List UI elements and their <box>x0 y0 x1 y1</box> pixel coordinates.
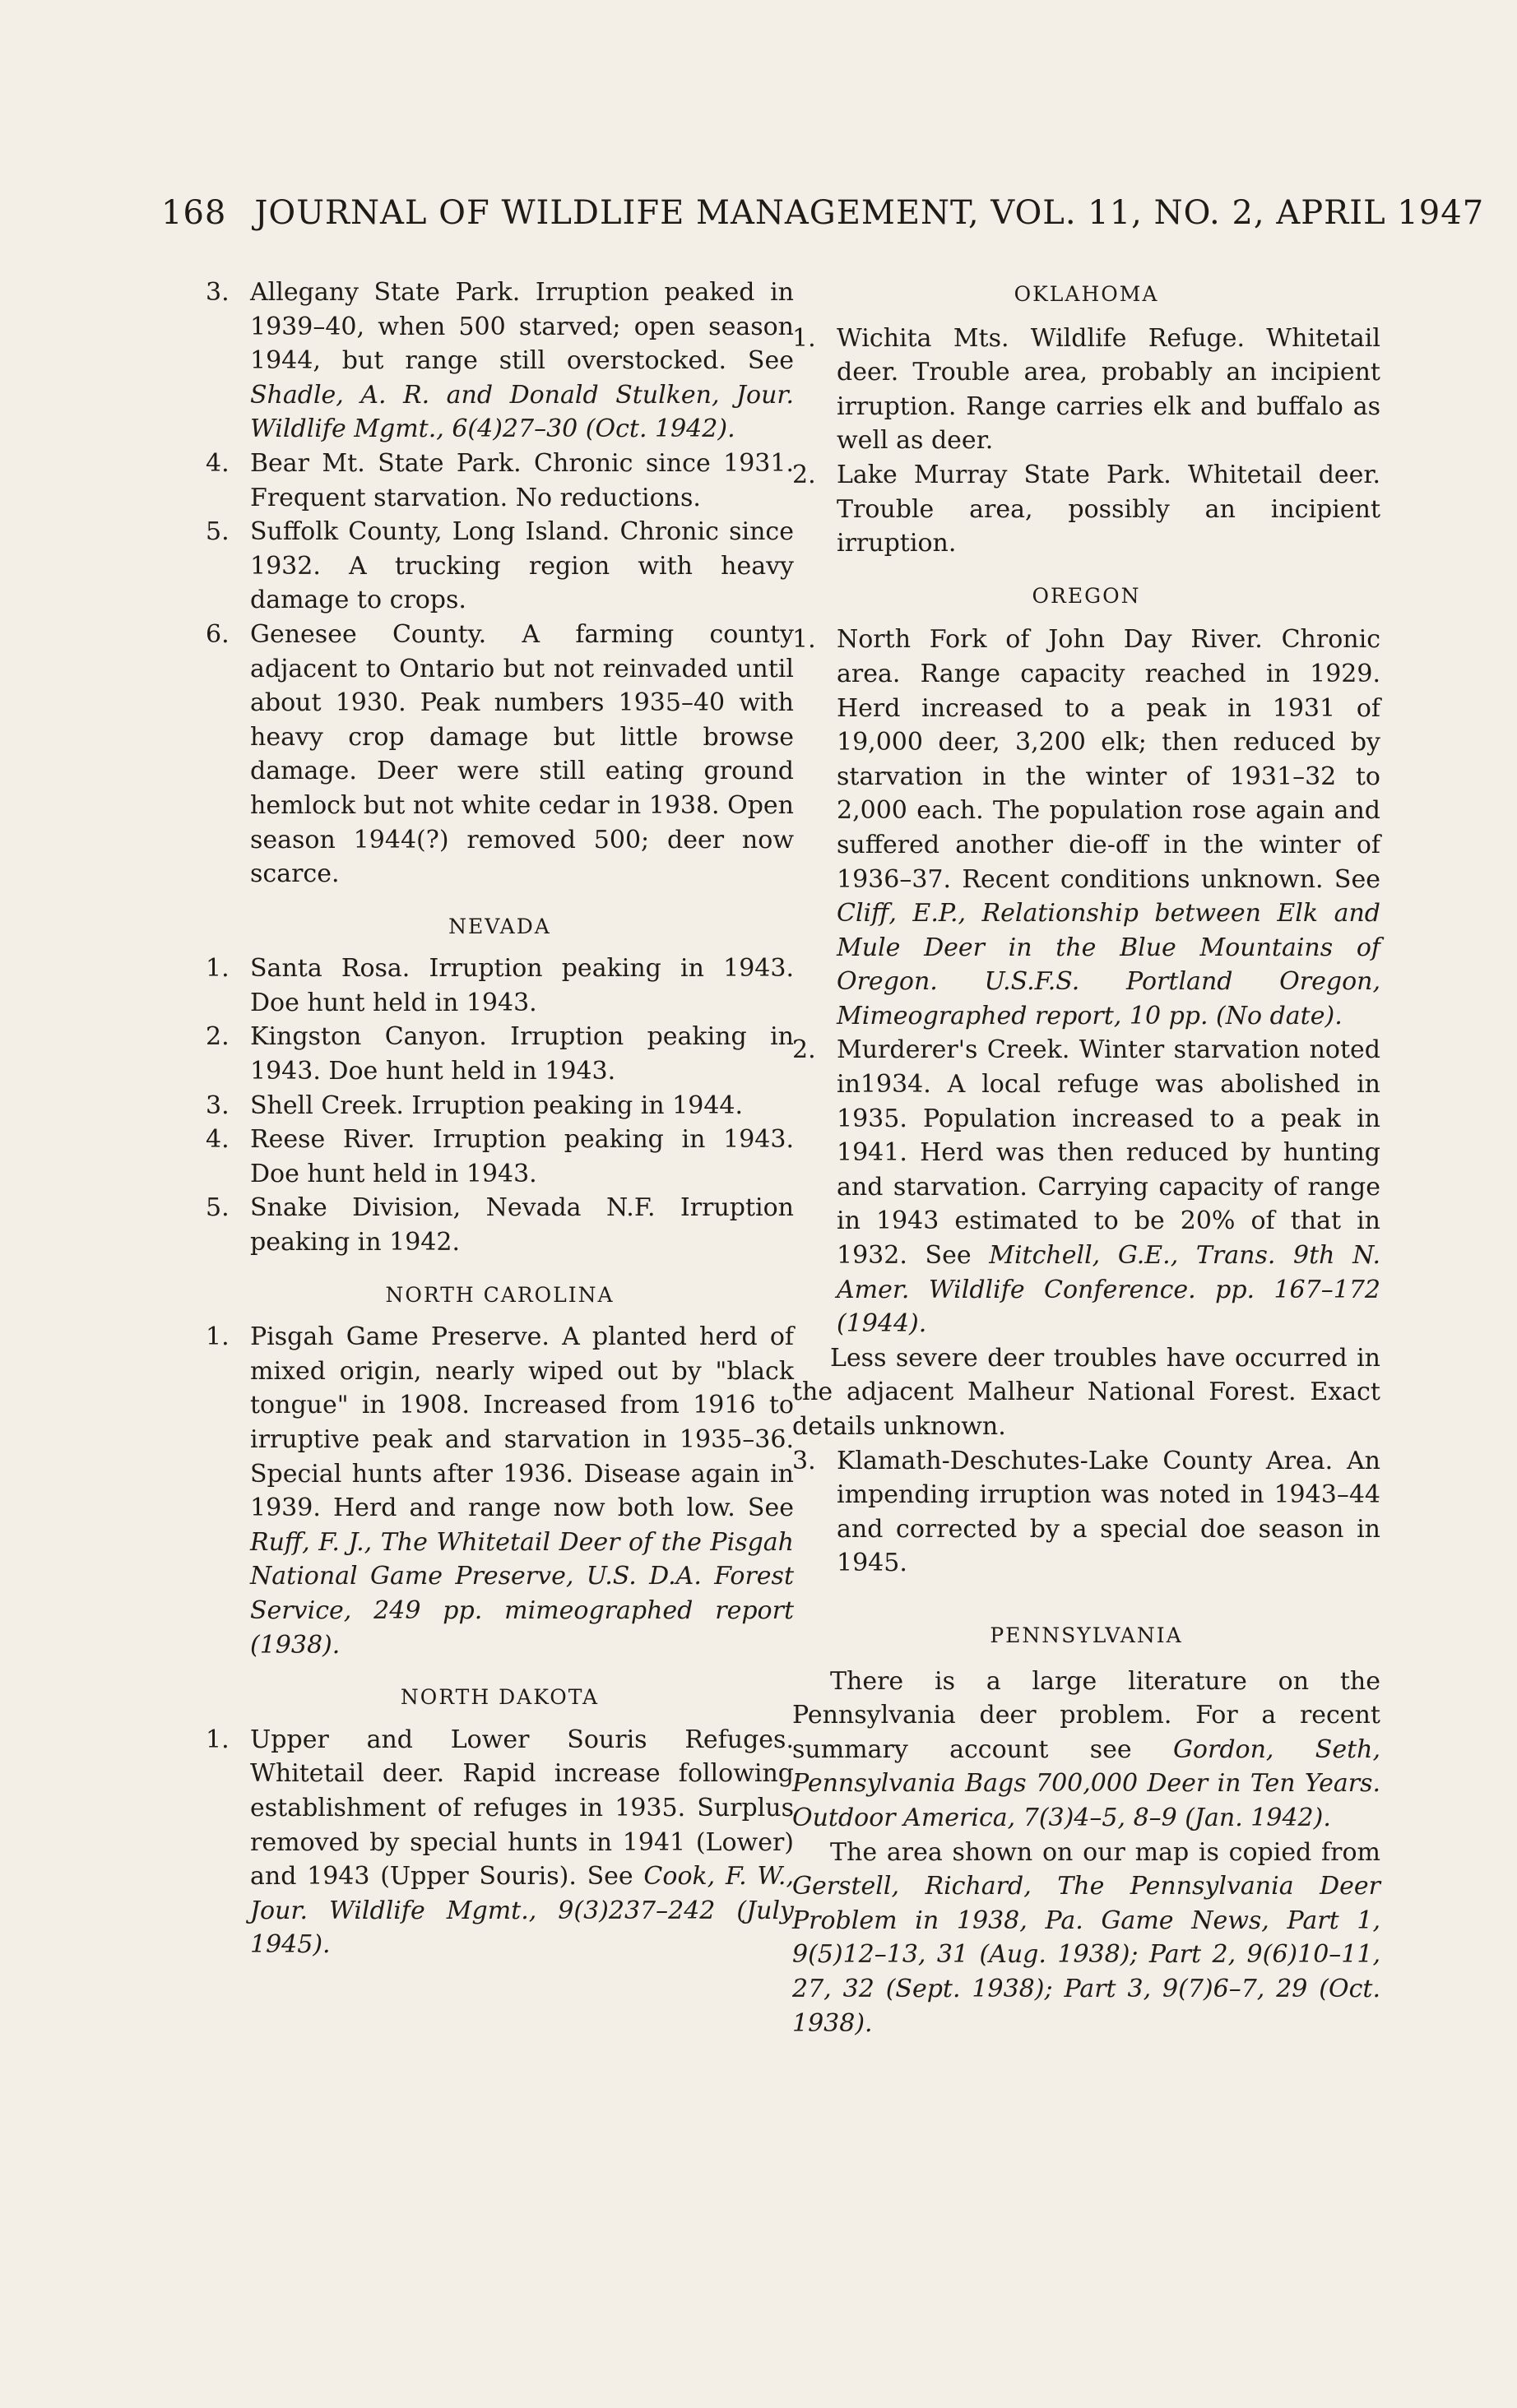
list-item <box>206 618 794 891</box>
item-text: Upper and Lower Souris Refuges. Whitetail deer. Rapid increase following establishment of refuges in 1935. Surplus removed by special hunts in 1941 (Lower) and 1943 (Upper Souris). See <box>250 1725 794 1892</box>
list-item <box>792 623 1380 1033</box>
journal-title: JOURNAL OF WILDLIFE MANAGEMENT, VOL. 11, NO. 2, APRIL 1947 <box>254 194 1485 232</box>
section-title-north-carolina: NORTH CAROLINA <box>385 1282 615 1307</box>
paragraph-citation: Gordon, Seth, Pennsylvania Bags 700,000 Deer in Ten Years. Outdoor America, 7(3)4–5, 8–9 (Jan. 1942). <box>792 1734 1380 1832</box>
item-number: 2. <box>206 1022 230 1052</box>
item-text: Lake Murray State Park. Whitetail deer. Trouble area, possibly an incipient irruption. <box>837 460 1380 558</box>
list-item <box>792 1444 1380 1581</box>
item-text: Allegany State Park. Irruption peaked in 1939–40, when 500 starved; open season 1944, but range still overstocked. See <box>250 278 794 376</box>
list-item <box>206 1320 794 1662</box>
item-number: 1. <box>792 625 816 655</box>
item-number: 2. <box>792 1035 816 1065</box>
item-number: 2. <box>792 460 816 489</box>
item-text: Murderer's Creek. Winter starvation noted in1934. A local refuge was abolished in 1935. Population increased to a peak in 1941. Herd was then reduced by hunting and starvation. Carrying capacity of range in 1943 estimated to be 20% of that in 1932. See <box>837 1035 1380 1271</box>
item-number: 1. <box>792 323 816 353</box>
list-item <box>206 1089 794 1123</box>
item-citation: Cliff, E.P., Relationship between Elk and Mule Deer in the Blue Mountains of Oregon. U.S.F.S. Portland Oregon, Mimeographed report, 10 pp. (No date). <box>837 899 1380 1030</box>
list-item <box>206 1723 794 1962</box>
item-text: Snake Division, Nevada N.F. Irruption peaking in 1942. <box>250 1193 794 1257</box>
list-item <box>206 952 794 1020</box>
oregon-note: Less severe deer troubles have occurred in the adjacent Malheur National Forest. Exact details unknown. <box>792 1343 1380 1441</box>
item-text: Klamath-Deschutes-Lake County Area. An impending irruption was noted in 1943–44 and corrected by a special doe season in 1945. <box>837 1446 1380 1578</box>
item-number: 4. <box>206 448 230 478</box>
list-item <box>792 458 1380 561</box>
list-item <box>206 276 794 447</box>
item-text: Wichita Mts. Wildlife Refuge. Whitetail deer. Trouble area, probably an incipient irruption. Range carries elk and buffalo as well as deer. <box>837 323 1380 456</box>
item-citation: Mitchell, G.E., Trans. 9th N. Amer. Wildlife Conference. pp. 167–172 (1944). <box>837 1241 1381 1339</box>
item-text: Genesee County. A farming county adjacent to Ontario but not reinvaded until about 1930. Peak numbers 1935–40 with heavy crop damage but little browse damage. Deer were still eating ground hemlock but not white cedar in 1938. Open season 1944(?) removed 500; deer now scarce. <box>250 619 794 889</box>
item-text: Pisgah Game Preserve. A planted herd of mixed origin, nearly wiped out by "black tongue" in 1908. Increased from 1916 to irruptive peak and starvation in 1935–36. Special hunts after 1936. Disease again in 1939. Herd and range now both low. See <box>250 1322 794 1523</box>
paragraph-text: There is a large literature on the Pennsylvania deer problem. For a recent summary account see <box>792 1666 1380 1764</box>
paragraph-citation: Gerstell, Richard, The Pennsylvania Deer Problem in 1938, Pa. Game News, Part 1, 9(5)12–13, 31 (Aug. 1938); Part 2, 9(6)10–11, 27, 32 (Sept. 1938); Part 3, 9(7)6–7, 29 (Oct. 1938). <box>792 1872 1380 2038</box>
section-title-nevada: NEVADA <box>448 914 551 938</box>
item-text: North Fork of John Day River. Chronic area. Range capacity reached in 1929. Herd increased to a peak in 1931 of 19,000 deer, 3,200 elk; then reduced by starvation in the winter of 1931–32 to 2,000 each. The population rose again and suffered another die-off in the winter of 1936–37. Recent conditions unknown. See <box>837 625 1380 894</box>
list-item <box>792 1033 1380 1341</box>
item-citation: Cook, F. W., Jour. Wildlife Mgmt., 9(3)237–242 (July 1945). <box>250 1862 794 1960</box>
item-number: 4. <box>206 1125 230 1155</box>
item-number: 3. <box>206 278 230 307</box>
item-number: 1. <box>206 954 230 984</box>
item-text: Shell Creek. Irruption peaking in 1944. <box>250 1091 744 1120</box>
right-column <box>792 276 1380 2040</box>
paragraph-text: The area shown on our map is copied from <box>830 1837 1380 1867</box>
list-item <box>206 447 794 515</box>
list-item <box>792 322 1380 458</box>
pennsylvania-paragraph <box>792 1836 1380 2041</box>
item-number: 1. <box>206 1725 230 1754</box>
list-item <box>206 1191 794 1259</box>
item-number: 3. <box>792 1446 816 1475</box>
page-number: 168 <box>161 194 227 232</box>
section-title-oregon: OREGON <box>1032 583 1141 608</box>
list-item <box>206 1020 794 1088</box>
pennsylvania-paragraph <box>792 1665 1380 1836</box>
running-header <box>161 194 1485 232</box>
item-text: Suffolk County, Long Island. Chronic since 1932. A trucking region with heavy damage to crops. <box>250 517 794 615</box>
list-item <box>206 515 794 618</box>
item-number: 6. <box>206 619 230 649</box>
item-text: Santa Rosa. Irruption peaking in 1943. Doe hunt held in 1943. <box>250 954 794 1017</box>
item-text: Reese River. Irruption peaking in 1943. Doe hunt held in 1943. <box>250 1125 794 1188</box>
item-text: Kingston Canyon. Irruption peaking in 1943. Doe hunt held in 1943. <box>250 1022 794 1086</box>
item-text: Bear Mt. State Park. Chronic since 1931. Frequent starvation. No reductions. <box>250 448 794 512</box>
item-number: 5. <box>206 517 230 547</box>
section-title-north-dakota: NORTH DAKOTA <box>400 1685 600 1710</box>
item-citation: Ruff, F. J., The Whitetail Deer of the Pisgah National Game Preserve, U.S. D.A. Forest Service, 249 pp. mimeographed report (1938). <box>250 1527 794 1660</box>
item-number: 5. <box>206 1193 230 1223</box>
section-title-oklahoma: OKLAHOMA <box>1014 282 1159 306</box>
item-citation: Shadle, A. R. and Donald Stulken, Jour. Wildlife Mgmt., 6(4)27–30 (Oct. 1942). <box>250 380 794 444</box>
item-number: 3. <box>206 1091 230 1120</box>
item-number: 1. <box>206 1322 230 1352</box>
list-item <box>206 1123 794 1191</box>
left-column <box>206 276 794 1962</box>
section-title-pennsylvania: PENNSYLVANIA <box>990 1623 1183 1647</box>
